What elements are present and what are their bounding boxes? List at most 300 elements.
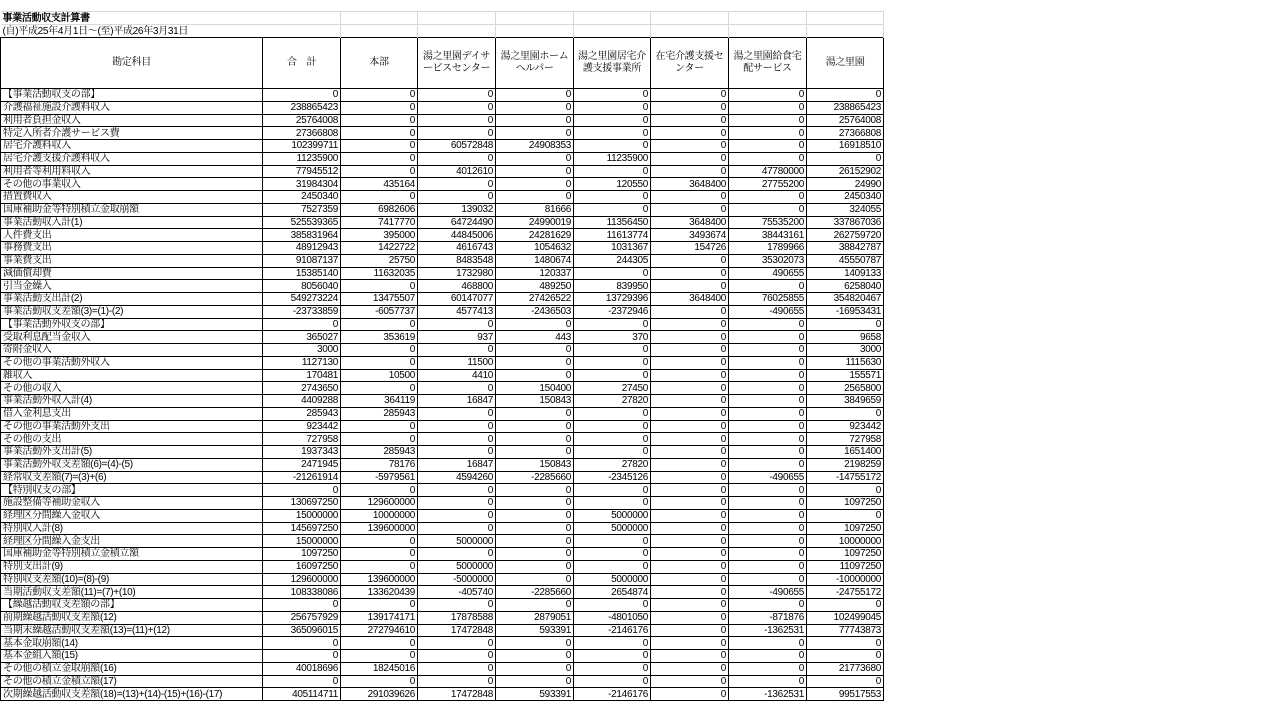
value-cell[interactable]: 75535200 xyxy=(729,216,807,229)
value-cell[interactable]: 0 xyxy=(418,497,496,510)
value-cell[interactable]: 0 xyxy=(807,484,884,497)
account-label-cell[interactable]: 特別収支差額(10)=(8)-(9) xyxy=(1,573,263,586)
value-cell[interactable]: 0 xyxy=(729,433,807,446)
value-cell[interactable]: 0 xyxy=(496,433,574,446)
value-cell[interactable]: 2879051 xyxy=(496,611,574,624)
value-cell[interactable]: 0 xyxy=(574,548,651,561)
value-cell[interactable]: 11235900 xyxy=(574,152,651,165)
value-cell[interactable]: 38842787 xyxy=(807,242,884,255)
value-cell[interactable]: 0 xyxy=(729,420,807,433)
value-cell[interactable]: 0 xyxy=(729,191,807,204)
value-cell[interactable]: 27820 xyxy=(574,458,651,471)
value-cell[interactable]: 256757929 xyxy=(263,611,341,624)
value-cell[interactable]: 0 xyxy=(651,573,729,586)
value-cell[interactable]: 0 xyxy=(574,560,651,573)
value-cell[interactable]: 0 xyxy=(651,522,729,535)
value-cell[interactable]: 139600000 xyxy=(341,522,418,535)
value-cell[interactable]: 3000 xyxy=(263,344,341,357)
value-cell[interactable]: 364119 xyxy=(341,395,418,408)
value-cell[interactable]: 354820467 xyxy=(807,293,884,306)
value-cell[interactable]: 1115630 xyxy=(807,356,884,369)
value-cell[interactable]: 0 xyxy=(496,318,574,331)
value-cell[interactable]: 150400 xyxy=(496,382,574,395)
account-label-cell[interactable]: 当期末繰越活動収支差額(13)=(11)+(12) xyxy=(1,624,263,637)
value-cell[interactable]: 0 xyxy=(341,152,418,165)
value-cell[interactable]: 2565800 xyxy=(807,382,884,395)
value-cell[interactable]: 435164 xyxy=(341,178,418,191)
value-cell[interactable]: 0 xyxy=(418,382,496,395)
value-cell[interactable]: 0 xyxy=(807,152,884,165)
value-cell[interactable]: 145697250 xyxy=(263,522,341,535)
value-cell[interactable]: 0 xyxy=(496,675,574,688)
value-cell[interactable]: 0 xyxy=(418,152,496,165)
value-cell[interactable]: 0 xyxy=(729,573,807,586)
value-cell[interactable]: 0 xyxy=(418,178,496,191)
account-label-cell[interactable]: その他の事業活動外支出 xyxy=(1,420,263,433)
value-cell[interactable]: 0 xyxy=(651,140,729,153)
header-column[interactable]: 合 計 xyxy=(263,38,341,89)
value-cell[interactable]: 1937343 xyxy=(263,446,341,459)
value-cell[interactable]: 0 xyxy=(574,114,651,127)
value-cell[interactable]: 0 xyxy=(651,305,729,318)
value-cell[interactable]: 0 xyxy=(651,203,729,216)
account-label-cell[interactable]: その他の積立金積立額(17) xyxy=(1,675,263,688)
value-cell[interactable]: 0 xyxy=(651,484,729,497)
value-cell[interactable]: 48912943 xyxy=(263,242,341,255)
value-cell[interactable]: 0 xyxy=(651,89,729,102)
value-cell[interactable]: 77743873 xyxy=(807,624,884,637)
value-cell[interactable]: 0 xyxy=(729,395,807,408)
value-cell[interactable]: 0 xyxy=(418,650,496,663)
value-cell[interactable]: 24908353 xyxy=(496,140,574,153)
value-cell[interactable]: 0 xyxy=(341,356,418,369)
value-cell[interactable]: 0 xyxy=(807,318,884,331)
value-cell[interactable]: -6057737 xyxy=(341,305,418,318)
value-cell[interactable]: 120550 xyxy=(574,178,651,191)
value-cell[interactable]: 2450340 xyxy=(807,191,884,204)
value-cell[interactable]: 0 xyxy=(651,344,729,357)
value-cell[interactable]: 0 xyxy=(418,344,496,357)
value-cell[interactable]: -5000000 xyxy=(418,573,496,586)
value-cell[interactable]: 78176 xyxy=(341,458,418,471)
value-cell[interactable]: -2146176 xyxy=(574,688,651,701)
value-cell[interactable]: 0 xyxy=(651,165,729,178)
value-cell[interactable]: 1480674 xyxy=(496,254,574,267)
account-label-cell[interactable]: 【事業活動外収支の部】 xyxy=(1,318,263,331)
value-cell[interactable]: 120337 xyxy=(496,267,574,280)
value-cell[interactable]: -490655 xyxy=(729,586,807,599)
header-column[interactable]: 湯之里園デイサービスセンター xyxy=(418,38,496,89)
value-cell[interactable]: 0 xyxy=(729,497,807,510)
account-label-cell[interactable]: その他の事業収入 xyxy=(1,178,263,191)
value-cell[interactable]: 0 xyxy=(574,637,651,650)
value-cell[interactable]: 395000 xyxy=(341,229,418,242)
value-cell[interactable]: 45550787 xyxy=(807,254,884,267)
value-cell[interactable]: 0 xyxy=(263,484,341,497)
value-cell[interactable]: 2471945 xyxy=(263,458,341,471)
value-cell[interactable]: 0 xyxy=(496,407,574,420)
value-cell[interactable]: 0 xyxy=(418,191,496,204)
value-cell[interactable]: 0 xyxy=(729,484,807,497)
value-cell[interactable]: 0 xyxy=(651,535,729,548)
header-account[interactable]: 勘定科目 xyxy=(1,38,263,89)
value-cell[interactable]: 0 xyxy=(341,318,418,331)
value-cell[interactable]: 0 xyxy=(574,267,651,280)
value-cell[interactable]: 11235900 xyxy=(263,152,341,165)
value-cell[interactable]: 8056040 xyxy=(263,280,341,293)
value-cell[interactable]: 27820 xyxy=(574,395,651,408)
account-label-cell[interactable]: 特別収入計(8) xyxy=(1,522,263,535)
value-cell[interactable]: 0 xyxy=(574,101,651,114)
value-cell[interactable]: 40018696 xyxy=(263,662,341,675)
value-cell[interactable]: -10000000 xyxy=(807,573,884,586)
value-cell[interactable]: 0 xyxy=(263,650,341,663)
value-cell[interactable]: 0 xyxy=(729,152,807,165)
value-cell[interactable]: 129600000 xyxy=(263,573,341,586)
value-cell[interactable]: 0 xyxy=(651,586,729,599)
value-cell[interactable]: 0 xyxy=(574,369,651,382)
value-cell[interactable]: 0 xyxy=(807,599,884,612)
value-cell[interactable]: 2450340 xyxy=(263,191,341,204)
account-label-cell[interactable]: その他の収入 xyxy=(1,382,263,395)
value-cell[interactable]: 0 xyxy=(263,637,341,650)
value-cell[interactable]: 0 xyxy=(574,599,651,612)
value-cell[interactable]: -23733859 xyxy=(263,305,341,318)
value-cell[interactable]: 593391 xyxy=(496,624,574,637)
value-cell[interactable]: 16097250 xyxy=(263,560,341,573)
value-cell[interactable]: 0 xyxy=(651,356,729,369)
value-cell[interactable]: 0 xyxy=(574,356,651,369)
value-cell[interactable]: 0 xyxy=(651,650,729,663)
value-cell[interactable]: 0 xyxy=(496,535,574,548)
value-cell[interactable]: 26152902 xyxy=(807,165,884,178)
value-cell[interactable]: 238865423 xyxy=(807,101,884,114)
value-cell[interactable]: 0 xyxy=(574,89,651,102)
value-cell[interactable]: -1362531 xyxy=(729,688,807,701)
value-cell[interactable]: 0 xyxy=(418,509,496,522)
value-cell[interactable]: 129600000 xyxy=(341,497,418,510)
value-cell[interactable]: 1097250 xyxy=(263,548,341,561)
value-cell[interactable]: 1422722 xyxy=(341,242,418,255)
value-cell[interactable]: 0 xyxy=(496,356,574,369)
value-cell[interactable]: -1362531 xyxy=(729,624,807,637)
value-cell[interactable]: 0 xyxy=(729,599,807,612)
account-label-cell[interactable]: 前期繰越活動収支差額(12) xyxy=(1,611,263,624)
value-cell[interactable]: 0 xyxy=(496,522,574,535)
value-cell[interactable]: 0 xyxy=(574,140,651,153)
value-cell[interactable]: 0 xyxy=(263,89,341,102)
value-cell[interactable]: 337867036 xyxy=(807,216,884,229)
value-cell[interactable]: -2436503 xyxy=(496,305,574,318)
value-cell[interactable]: 0 xyxy=(729,637,807,650)
value-cell[interactable]: 0 xyxy=(651,458,729,471)
value-cell[interactable]: 0 xyxy=(651,369,729,382)
value-cell[interactable]: 0 xyxy=(729,127,807,140)
value-cell[interactable]: 0 xyxy=(574,484,651,497)
value-cell[interactable]: 324055 xyxy=(807,203,884,216)
value-cell[interactable]: 0 xyxy=(651,446,729,459)
value-cell[interactable]: 16918510 xyxy=(807,140,884,153)
value-cell[interactable]: 0 xyxy=(574,127,651,140)
value-cell[interactable]: 102499045 xyxy=(807,611,884,624)
account-label-cell[interactable]: 特定入所者介護サービス費 xyxy=(1,127,263,140)
account-label-cell[interactable]: 経常収支差額(7)=(3)+(6) xyxy=(1,471,263,484)
value-cell[interactable]: 0 xyxy=(496,127,574,140)
value-cell[interactable]: 16847 xyxy=(418,395,496,408)
value-cell[interactable]: 0 xyxy=(574,344,651,357)
value-cell[interactable]: 3648400 xyxy=(651,178,729,191)
value-cell[interactable]: 0 xyxy=(341,650,418,663)
account-label-cell[interactable]: 利用者等利用料収入 xyxy=(1,165,263,178)
value-cell[interactable]: 0 xyxy=(496,114,574,127)
value-cell[interactable]: 0 xyxy=(729,650,807,663)
value-cell[interactable]: 0 xyxy=(651,433,729,446)
value-cell[interactable]: 2654874 xyxy=(574,586,651,599)
value-cell[interactable]: 0 xyxy=(341,127,418,140)
value-cell[interactable]: 0 xyxy=(729,140,807,153)
value-cell[interactable]: 285943 xyxy=(341,446,418,459)
value-cell[interactable]: 285943 xyxy=(341,407,418,420)
account-label-cell[interactable]: 減価償却費 xyxy=(1,267,263,280)
value-cell[interactable]: 0 xyxy=(729,560,807,573)
value-cell[interactable]: -5979561 xyxy=(341,471,418,484)
account-label-cell[interactable]: 【事業活動収支の部】 xyxy=(1,89,263,102)
value-cell[interactable]: 727958 xyxy=(263,433,341,446)
value-cell[interactable]: 272794610 xyxy=(341,624,418,637)
value-cell[interactable]: 5000000 xyxy=(574,573,651,586)
value-cell[interactable]: 0 xyxy=(496,191,574,204)
value-cell[interactable]: 139174171 xyxy=(341,611,418,624)
value-cell[interactable]: 0 xyxy=(729,446,807,459)
value-cell[interactable]: 0 xyxy=(807,637,884,650)
value-cell[interactable]: 0 xyxy=(729,331,807,344)
value-cell[interactable]: 0 xyxy=(574,497,651,510)
value-cell[interactable]: 7527359 xyxy=(263,203,341,216)
value-cell[interactable]: 923442 xyxy=(807,420,884,433)
value-cell[interactable]: 8483548 xyxy=(418,254,496,267)
account-label-cell[interactable]: 基本金取崩額(14) xyxy=(1,637,263,650)
value-cell[interactable]: 0 xyxy=(418,433,496,446)
value-cell[interactable]: 0 xyxy=(418,548,496,561)
value-cell[interactable]: 0 xyxy=(729,675,807,688)
account-label-cell[interactable]: 【繰越活動収支差額の部】 xyxy=(1,599,263,612)
account-label-cell[interactable]: 利用者負担金収入 xyxy=(1,114,263,127)
value-cell[interactable]: 91087137 xyxy=(263,254,341,267)
account-label-cell[interactable]: 国庫補助金等特別積立金取崩額 xyxy=(1,203,263,216)
value-cell[interactable]: 5000000 xyxy=(574,522,651,535)
value-cell[interactable]: 0 xyxy=(807,509,884,522)
value-cell[interactable]: -14755172 xyxy=(807,471,884,484)
value-cell[interactable]: 3648400 xyxy=(651,216,729,229)
value-cell[interactable]: 0 xyxy=(729,318,807,331)
value-cell[interactable]: 5000000 xyxy=(418,560,496,573)
report-period[interactable]: (自)平成25年4月1日～(至)平成26年3月31日 xyxy=(1,25,263,38)
account-label-cell[interactable]: 事業費支出 xyxy=(1,254,263,267)
account-label-cell[interactable]: 雑収入 xyxy=(1,369,263,382)
value-cell[interactable]: 370 xyxy=(574,331,651,344)
value-cell[interactable]: 139032 xyxy=(418,203,496,216)
value-cell[interactable]: 0 xyxy=(496,637,574,650)
value-cell[interactable]: 15385140 xyxy=(263,267,341,280)
value-cell[interactable]: 15000000 xyxy=(263,509,341,522)
value-cell[interactable]: 6982606 xyxy=(341,203,418,216)
value-cell[interactable]: 10000000 xyxy=(807,535,884,548)
header-column[interactable]: 在宅介護支援センター xyxy=(651,38,729,89)
value-cell[interactable]: 0 xyxy=(651,191,729,204)
value-cell[interactable]: 549273224 xyxy=(263,293,341,306)
value-cell[interactable]: 0 xyxy=(341,675,418,688)
value-cell[interactable]: 839950 xyxy=(574,280,651,293)
value-cell[interactable]: 0 xyxy=(651,471,729,484)
value-cell[interactable]: 35302073 xyxy=(729,254,807,267)
value-cell[interactable]: 3000 xyxy=(807,344,884,357)
value-cell[interactable]: 64724490 xyxy=(418,216,496,229)
value-cell[interactable]: -4801050 xyxy=(574,611,651,624)
value-cell[interactable]: 0 xyxy=(418,407,496,420)
value-cell[interactable]: 5000000 xyxy=(418,535,496,548)
value-cell[interactable]: 0 xyxy=(263,675,341,688)
value-cell[interactable]: 7417770 xyxy=(341,216,418,229)
value-cell[interactable]: 0 xyxy=(341,191,418,204)
value-cell[interactable]: -2146176 xyxy=(574,624,651,637)
value-cell[interactable]: 593391 xyxy=(496,688,574,701)
value-cell[interactable]: 0 xyxy=(263,318,341,331)
value-cell[interactable]: 0 xyxy=(496,599,574,612)
value-cell[interactable]: 0 xyxy=(729,509,807,522)
value-cell[interactable]: 130697250 xyxy=(263,497,341,510)
value-cell[interactable]: 0 xyxy=(651,637,729,650)
value-cell[interactable]: 2198259 xyxy=(807,458,884,471)
value-cell[interactable]: 17472848 xyxy=(418,688,496,701)
value-cell[interactable]: 99517553 xyxy=(807,688,884,701)
value-cell[interactable]: 76025855 xyxy=(729,293,807,306)
account-label-cell[interactable]: その他の事業活動外収入 xyxy=(1,356,263,369)
value-cell[interactable]: 0 xyxy=(496,152,574,165)
account-label-cell[interactable]: 基本金組入額(15) xyxy=(1,650,263,663)
value-cell[interactable]: 17472848 xyxy=(418,624,496,637)
account-label-cell[interactable]: 国庫補助金等特別積立金積立額 xyxy=(1,548,263,561)
account-label-cell[interactable]: 経理区分間繰入金収入 xyxy=(1,509,263,522)
value-cell[interactable]: 0 xyxy=(651,101,729,114)
value-cell[interactable]: -2285660 xyxy=(496,586,574,599)
value-cell[interactable]: -405740 xyxy=(418,586,496,599)
value-cell[interactable]: 285943 xyxy=(263,407,341,420)
value-cell[interactable]: 0 xyxy=(496,369,574,382)
header-column[interactable]: 湯之里園居宅介護支援事業所 xyxy=(574,38,651,89)
value-cell[interactable]: 27366808 xyxy=(263,127,341,140)
value-cell[interactable]: 365096015 xyxy=(263,624,341,637)
account-label-cell[interactable]: 事業活動支出計(2) xyxy=(1,293,263,306)
value-cell[interactable]: -490655 xyxy=(729,471,807,484)
value-cell[interactable]: 0 xyxy=(651,331,729,344)
value-cell[interactable]: 0 xyxy=(574,191,651,204)
value-cell[interactable]: 0 xyxy=(574,535,651,548)
value-cell[interactable]: 443 xyxy=(496,331,574,344)
value-cell[interactable]: 0 xyxy=(807,650,884,663)
value-cell[interactable]: 0 xyxy=(496,509,574,522)
account-label-cell[interactable]: 受取利息配当金収入 xyxy=(1,331,263,344)
value-cell[interactable]: 0 xyxy=(729,203,807,216)
value-cell[interactable]: 0 xyxy=(651,420,729,433)
value-cell[interactable]: 60147077 xyxy=(418,293,496,306)
value-cell[interactable]: 0 xyxy=(651,509,729,522)
value-cell[interactable]: 21773680 xyxy=(807,662,884,675)
value-cell[interactable]: 170481 xyxy=(263,369,341,382)
value-cell[interactable]: 4577413 xyxy=(418,305,496,318)
value-cell[interactable]: 489250 xyxy=(496,280,574,293)
value-cell[interactable]: 0 xyxy=(574,675,651,688)
value-cell[interactable]: 0 xyxy=(341,535,418,548)
value-cell[interactable]: 0 xyxy=(418,599,496,612)
value-cell[interactable]: 139600000 xyxy=(341,573,418,586)
value-cell[interactable]: 81666 xyxy=(496,203,574,216)
value-cell[interactable]: 47780000 xyxy=(729,165,807,178)
value-cell[interactable]: 0 xyxy=(651,127,729,140)
value-cell[interactable]: 0 xyxy=(341,637,418,650)
value-cell[interactable]: 0 xyxy=(651,382,729,395)
value-cell[interactable]: 0 xyxy=(807,407,884,420)
value-cell[interactable]: 4410 xyxy=(418,369,496,382)
value-cell[interactable]: 0 xyxy=(418,484,496,497)
value-cell[interactable]: 11097250 xyxy=(807,560,884,573)
account-label-cell[interactable]: 事業活動外収支差額(6)=(4)-(5) xyxy=(1,458,263,471)
value-cell[interactable]: 102399711 xyxy=(263,140,341,153)
account-label-cell[interactable]: 事務費支出 xyxy=(1,242,263,255)
value-cell[interactable]: -24755172 xyxy=(807,586,884,599)
value-cell[interactable]: 0 xyxy=(729,344,807,357)
value-cell[interactable]: 0 xyxy=(418,446,496,459)
value-cell[interactable]: 1732980 xyxy=(418,267,496,280)
account-label-cell[interactable]: 当期活動収支差額(11)=(7)+(10) xyxy=(1,586,263,599)
value-cell[interactable]: 0 xyxy=(263,599,341,612)
value-cell[interactable]: 727958 xyxy=(807,433,884,446)
value-cell[interactable]: 385831964 xyxy=(263,229,341,242)
value-cell[interactable]: 0 xyxy=(729,407,807,420)
value-cell[interactable]: 6258040 xyxy=(807,280,884,293)
value-cell[interactable]: 0 xyxy=(341,382,418,395)
value-cell[interactable]: 0 xyxy=(418,127,496,140)
value-cell[interactable]: 0 xyxy=(574,203,651,216)
account-label-cell[interactable]: その他の積立金取崩額(16) xyxy=(1,662,263,675)
value-cell[interactable]: 0 xyxy=(496,101,574,114)
value-cell[interactable]: 0 xyxy=(496,497,574,510)
value-cell[interactable]: 0 xyxy=(496,446,574,459)
value-cell[interactable]: 0 xyxy=(418,114,496,127)
value-cell[interactable]: 262759720 xyxy=(807,229,884,242)
value-cell[interactable]: 27426522 xyxy=(496,293,574,306)
value-cell[interactable]: 0 xyxy=(418,522,496,535)
account-label-cell[interactable]: 【特別収支の部】 xyxy=(1,484,263,497)
value-cell[interactable]: 0 xyxy=(341,140,418,153)
value-cell[interactable]: 0 xyxy=(418,318,496,331)
account-label-cell[interactable]: 事業活動外支出計(5) xyxy=(1,446,263,459)
value-cell[interactable]: 0 xyxy=(729,280,807,293)
value-cell[interactable]: 291039626 xyxy=(341,688,418,701)
value-cell[interactable]: 1031367 xyxy=(574,242,651,255)
value-cell[interactable]: 0 xyxy=(574,433,651,446)
value-cell[interactable]: 0 xyxy=(807,89,884,102)
value-cell[interactable]: 468800 xyxy=(418,280,496,293)
value-cell[interactable]: 150843 xyxy=(496,395,574,408)
value-cell[interactable]: 108338086 xyxy=(263,586,341,599)
value-cell[interactable]: 11356450 xyxy=(574,216,651,229)
value-cell[interactable]: 0 xyxy=(651,599,729,612)
value-cell[interactable]: 3849659 xyxy=(807,395,884,408)
header-column[interactable]: 湯之里園 xyxy=(807,38,884,89)
value-cell[interactable]: 0 xyxy=(729,662,807,675)
value-cell[interactable]: -871876 xyxy=(729,611,807,624)
value-cell[interactable]: 0 xyxy=(729,89,807,102)
